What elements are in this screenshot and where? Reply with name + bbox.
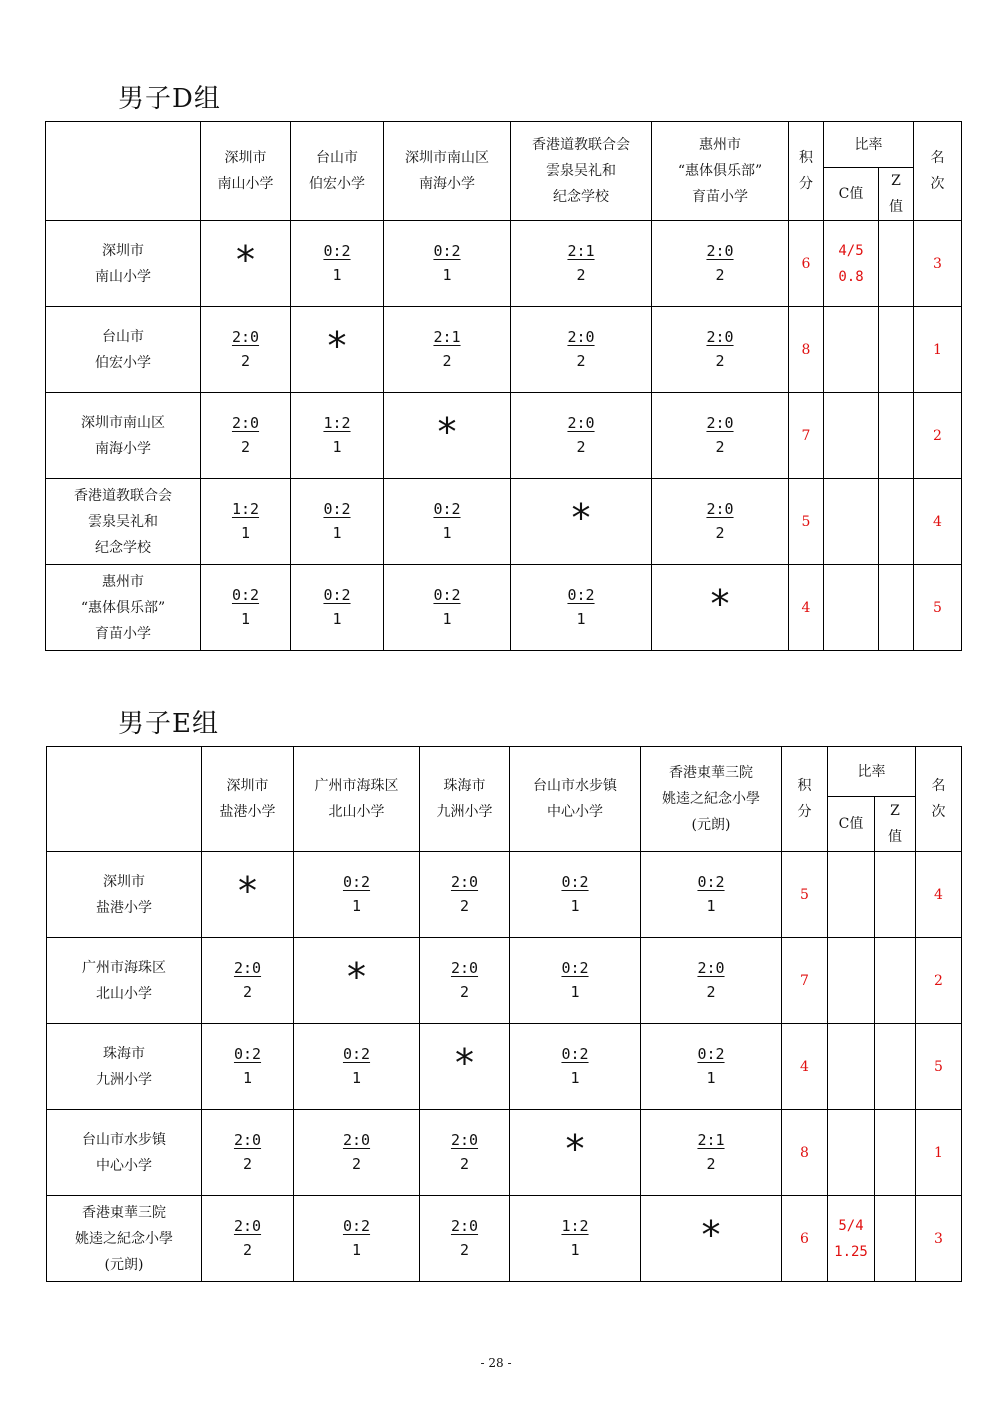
rank-value: 4: [914, 479, 962, 565]
match-cell: [294, 1024, 420, 1110]
corner-cell: [47, 747, 202, 852]
z-value: [879, 221, 914, 307]
rank-value: 1: [914, 307, 962, 393]
table-row: [46, 565, 962, 651]
match-cell: [641, 1196, 782, 1282]
c-value: [828, 938, 875, 1024]
rank-value: 1: [916, 1110, 962, 1196]
match-score: $\frac{0:2}{1}$: [567, 585, 595, 628]
match-score: $\frac{2:0}{2}$: [450, 872, 479, 915]
c-value: [824, 393, 879, 479]
points-value: 6: [789, 221, 824, 307]
row-team-name: 广州市海珠区 北山小学: [47, 938, 202, 1024]
header-team: 香港東華三院 姚逵之紀念小學 (元朗): [641, 747, 782, 852]
row-team-name: 深圳市 盐港小学: [47, 852, 202, 938]
match-score: $\frac{2:0}{2}$: [706, 327, 734, 370]
match-cell: [510, 938, 641, 1024]
table-row: [46, 221, 962, 307]
header-c-value: C值: [824, 168, 879, 221]
row-team-name: 台山市水步镇 中心小学: [47, 1110, 202, 1196]
match-cell: [510, 1024, 641, 1110]
c-value: [824, 479, 879, 565]
match-score: $\frac{2:0}{2}$: [706, 413, 734, 456]
self-match-mark: *: [710, 582, 730, 626]
match-score: $\frac{0:2}{1}$: [433, 241, 461, 284]
rank-value: 2: [916, 938, 962, 1024]
table-row: [46, 393, 962, 479]
match-cell: [420, 1024, 510, 1110]
header-z-value: Z 值: [879, 168, 914, 221]
match-score: $\frac{2:0}{2}$: [233, 1130, 262, 1173]
table-row: [46, 479, 962, 565]
z-value: [875, 938, 916, 1024]
match-score: $\frac{0:2}{1}$: [561, 958, 589, 1001]
table-row: [47, 1110, 962, 1196]
rank-value: 4: [916, 852, 962, 938]
match-cell: [420, 852, 510, 938]
table-row: [47, 852, 962, 938]
header-z-value: Z 值: [875, 797, 916, 852]
match-cell: [294, 852, 420, 938]
match-score: $\frac{2:1}{2}$: [433, 327, 461, 370]
row-team-name: 香港東華三院 姚逵之紀念小學 (元朗): [47, 1196, 202, 1282]
match-cell: [202, 938, 294, 1024]
match-score: $\frac{0:2}{1}$: [231, 585, 260, 628]
row-team-name: 深圳市南山区 南海小学: [46, 393, 201, 479]
points-value: 5: [789, 479, 824, 565]
header-team: 深圳市 盐港小学: [202, 747, 294, 852]
match-cell: [511, 393, 652, 479]
z-value: [879, 565, 914, 651]
table-row: [47, 1024, 962, 1110]
points-value: 6: [782, 1196, 828, 1282]
match-cell: [641, 1110, 782, 1196]
match-cell: [291, 393, 384, 479]
z-value: [875, 1196, 916, 1282]
header-ratio: 比率: [824, 122, 914, 168]
match-score: $\frac{2:0}{2}$: [450, 1130, 479, 1173]
table-row: [46, 307, 962, 393]
match-cell: [641, 1024, 782, 1110]
match-score: $\frac{2:0}{2}$: [567, 327, 595, 370]
match-score: $\frac{2:0}{2}$: [450, 958, 479, 1001]
match-score: $\frac{0:2}{1}$: [342, 872, 371, 915]
group-title: 男子E组: [118, 709, 219, 739]
match-cell: [420, 1196, 510, 1282]
points-value: 8: [789, 307, 824, 393]
c-value: [828, 1110, 875, 1196]
c-value: 5/4 1.25: [828, 1196, 875, 1282]
row-team-name: 惠州市 “惠体俱乐部” 育苗小学: [46, 565, 201, 651]
match-score: $\frac{0:2}{1}$: [323, 499, 351, 542]
group-title: 男子D组: [118, 84, 221, 114]
match-cell: [291, 479, 384, 565]
row-team-name: 珠海市 九洲小学: [47, 1024, 202, 1110]
header-team: 台山市水步镇 中心小学: [510, 747, 641, 852]
match-score: $\frac{2:0}{2}$: [706, 241, 734, 284]
match-cell: [384, 393, 511, 479]
header-c-value: C值: [828, 797, 875, 852]
header-points: 积 分: [789, 122, 824, 221]
header-rank: 名 次: [916, 747, 962, 852]
points-value: 4: [782, 1024, 828, 1110]
points-value: 7: [789, 393, 824, 479]
match-score: $\frac{0:2}{1}$: [323, 241, 351, 284]
match-score: $\frac{2:1}{2}$: [697, 1130, 725, 1173]
rank-value: 3: [914, 221, 962, 307]
points-value: 8: [782, 1110, 828, 1196]
match-score: $\frac{2:0}{2}$: [567, 413, 595, 456]
header-rank: 名 次: [914, 122, 962, 221]
row-team-name: 台山市 伯宏小学: [46, 307, 201, 393]
match-cell: [384, 307, 511, 393]
z-value: [875, 852, 916, 938]
match-cell: [384, 221, 511, 307]
match-cell: [201, 307, 291, 393]
match-score: $\frac{0:2}{1}$: [433, 585, 461, 628]
match-cell: [291, 221, 384, 307]
match-score: $\frac{0:2}{1}$: [433, 499, 461, 542]
match-score: $\frac{2:0}{2}$: [697, 958, 725, 1001]
standings-table: [45, 121, 961, 642]
match-cell: [384, 565, 511, 651]
match-score: $\frac{1:2}{1}$: [561, 1216, 589, 1259]
match-cell: [202, 1024, 294, 1110]
z-value: [879, 307, 914, 393]
match-score: $\frac{2:0}{2}$: [233, 958, 262, 1001]
self-match-mark: *: [437, 410, 457, 454]
header-team: 深圳市 南山小学: [201, 122, 291, 221]
match-cell: [652, 221, 789, 307]
row-team-name: 深圳市 南山小学: [46, 221, 201, 307]
match-score: $\frac{0:2}{1}$: [561, 872, 589, 915]
header-team: 香港道教联合会 雲泉吴礼和 纪念学校: [511, 122, 652, 221]
c-value: [824, 307, 879, 393]
corner-cell: [46, 122, 201, 221]
match-cell: [641, 938, 782, 1024]
points-value: 5: [782, 852, 828, 938]
self-match-mark: *: [565, 1127, 585, 1171]
rank-value: 2: [914, 393, 962, 479]
table-row: [47, 938, 962, 1024]
match-cell: [294, 938, 420, 1024]
points-value: 4: [789, 565, 824, 651]
match-cell: [291, 565, 384, 651]
match-cell: [510, 852, 641, 938]
match-score: $\frac{0:2}{1}$: [323, 585, 351, 628]
z-value: [875, 1024, 916, 1110]
header-team: 珠海市 九洲小学: [420, 747, 510, 852]
match-cell: [202, 852, 294, 938]
match-cell: [201, 565, 291, 651]
match-cell: [510, 1196, 641, 1282]
match-cell: [511, 565, 652, 651]
match-cell: [511, 479, 652, 565]
c-value: [824, 565, 879, 651]
match-cell: [291, 307, 384, 393]
match-score: $\frac{1:2}{1}$: [231, 499, 260, 542]
self-match-mark: *: [455, 1041, 474, 1085]
self-match-mark: *: [347, 955, 366, 999]
standings-table: [46, 746, 961, 1279]
match-score: $\frac{2:0}{2}$: [342, 1130, 371, 1173]
rank-value: 5: [916, 1024, 962, 1110]
header-team: 深圳市南山区 南海小学: [384, 122, 511, 221]
c-value: [828, 852, 875, 938]
match-cell: [384, 479, 511, 565]
match-score: $\frac{0:2}{1}$: [697, 1044, 725, 1087]
header-ratio: 比率: [828, 747, 916, 797]
table-row: [47, 1196, 962, 1282]
match-score: $\frac{2:0}{2}$: [450, 1216, 479, 1259]
row-team-name: 香港道教联合会 雲泉吴礼和 纪念学校: [46, 479, 201, 565]
match-score: $\frac{2:0}{2}$: [233, 1216, 262, 1259]
match-cell: [201, 221, 291, 307]
match-score: $\frac{2:0}{2}$: [706, 499, 734, 542]
match-score: $\frac{2:1}{2}$: [567, 241, 595, 284]
match-cell: [652, 393, 789, 479]
self-match-mark: *: [236, 238, 255, 282]
match-score: $\frac{0:2}{1}$: [233, 1044, 262, 1087]
self-match-mark: *: [327, 324, 347, 368]
c-value: 4/5 0.8: [824, 221, 879, 307]
match-score: $\frac{0:2}{1}$: [561, 1044, 589, 1087]
match-cell: [652, 565, 789, 651]
match-score: $\frac{1:2}{1}$: [323, 413, 351, 456]
match-score: $\frac{2:0}{2}$: [231, 413, 260, 456]
match-cell: [201, 479, 291, 565]
match-cell: [202, 1196, 294, 1282]
match-score: $\frac{0:2}{1}$: [342, 1216, 371, 1259]
match-cell: [641, 852, 782, 938]
header-points: 积 分: [782, 747, 828, 852]
points-value: 7: [782, 938, 828, 1024]
match-cell: [294, 1196, 420, 1282]
match-cell: [510, 1110, 641, 1196]
match-cell: [652, 479, 789, 565]
z-value: [879, 393, 914, 479]
match-cell: [202, 1110, 294, 1196]
rank-value: 5: [914, 565, 962, 651]
match-cell: [420, 1110, 510, 1196]
page-number: - 28 -: [480, 1356, 512, 1370]
match-score: $\frac{0:2}{1}$: [342, 1044, 371, 1087]
match-cell: [511, 307, 652, 393]
z-value: [875, 1110, 916, 1196]
rank-value: 3: [916, 1196, 962, 1282]
match-cell: [294, 1110, 420, 1196]
self-match-mark: *: [238, 869, 257, 913]
match-cell: [511, 221, 652, 307]
match-cell: [420, 938, 510, 1024]
self-match-mark: *: [571, 496, 591, 540]
header-team: 广州市海珠区 北山小学: [294, 747, 420, 852]
c-value: [828, 1024, 875, 1110]
match-score: $\frac{2:0}{2}$: [231, 327, 260, 370]
header-team: 台山市 伯宏小学: [291, 122, 384, 221]
match-cell: [201, 393, 291, 479]
match-score: $\frac{0:2}{1}$: [697, 872, 725, 915]
self-match-mark: *: [701, 1213, 721, 1257]
match-cell: [652, 307, 789, 393]
header-team: 惠州市 “惠体俱乐部” 育苗小学: [652, 122, 789, 221]
z-value: [879, 479, 914, 565]
